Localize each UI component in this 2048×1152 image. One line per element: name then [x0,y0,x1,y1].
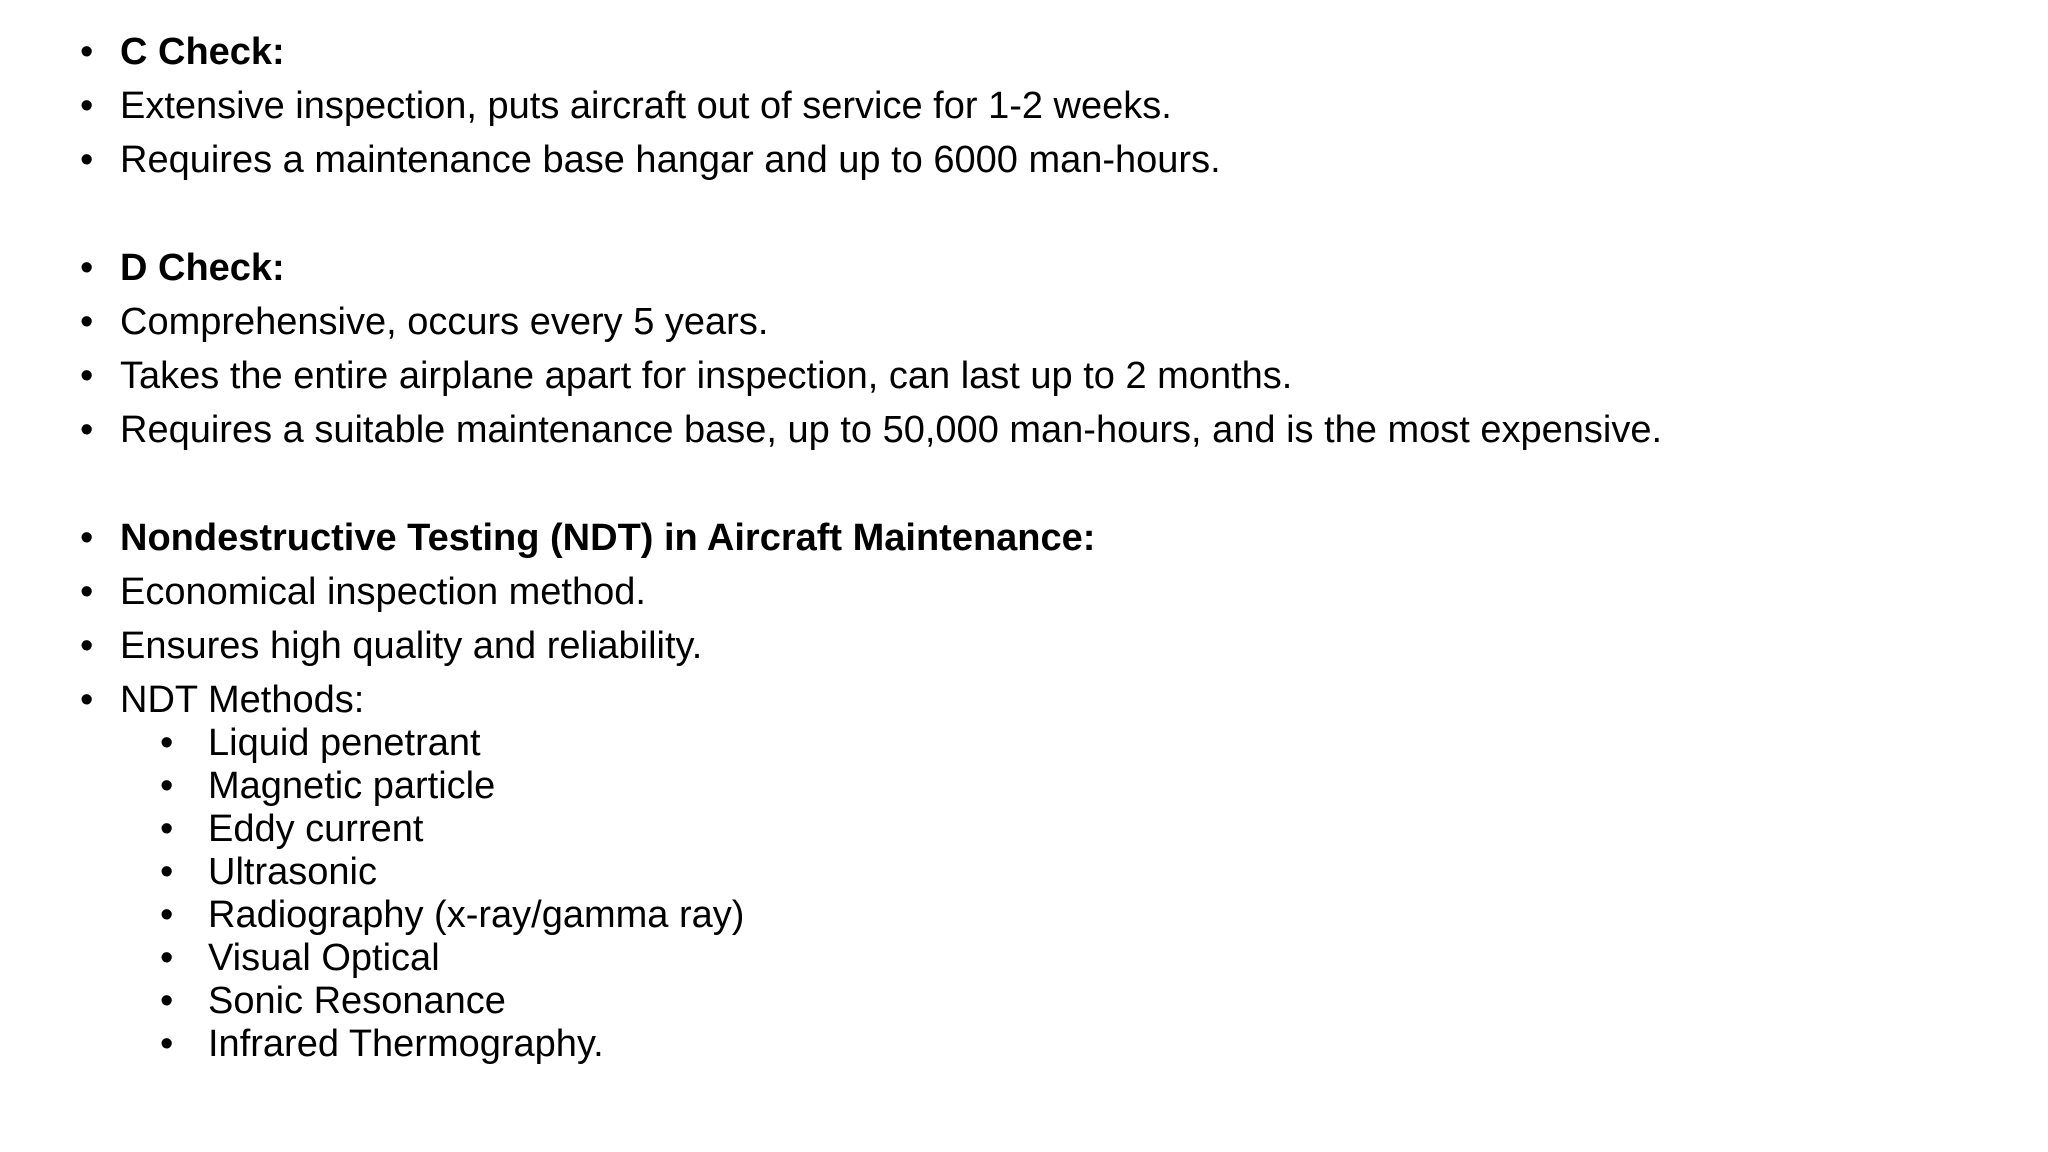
bullet-icon: • [80,31,94,73]
c-check-heading-text: C Check: [120,31,285,73]
d-check-heading-text: D Check: [120,247,285,289]
ndt-item-text: Economical inspection method. [120,571,646,613]
ndt-method-text: Infrared Thermography. [208,1023,604,1065]
ndt-method-text: Liquid penetrant [208,722,481,764]
bullet-icon: • [160,980,174,1022]
bullet-icon: • [160,1023,174,1065]
bullet-icon: • [80,85,94,127]
ndt-method-text: Eddy current [208,808,424,850]
c-check-item-text: Extensive inspection, puts aircraft out of service for 1-2 weeks. [120,85,1172,127]
bullet-icon: • [80,409,94,451]
bullet-icon: • [80,301,94,343]
d-check-item-text: Requires a suitable maintenance base, up to 50,000 man-hours, and is the most expensive. [120,409,1663,451]
bullet-icon: • [80,679,94,721]
ndt-method-text: Visual Optical [208,937,440,979]
bullet-icon: • [160,808,174,850]
ndt-method-text: Ultrasonic [208,851,377,893]
ndt-item-text: Ensures high quality and reliability. [120,625,703,667]
c-check-item-text: Requires a maintenance base hangar and up to 6000 man-hours. [120,139,1221,181]
ndt-method-text: Magnetic particle [208,765,496,807]
ndt-item-text: NDT Methods: [120,679,365,721]
bullet-icon: • [80,247,94,289]
bullet-icon: • [160,894,174,936]
ndt-method-text: Radiography (x-ray/gamma ray) [208,894,745,936]
ndt-method-text: Sonic Resonance [208,980,506,1022]
bullet-icon: • [80,517,94,559]
d-check-item-text: Takes the entire airplane apart for inspection, can last up to 2 months. [120,355,1293,397]
bullet-icon: • [160,937,174,979]
d-check-item-text: Comprehensive, occurs every 5 years. [120,301,769,343]
bullet-icon: • [160,765,174,807]
bullet-icon: • [160,851,174,893]
bullet-icon: • [80,139,94,181]
ndt-heading-text: Nondestructive Testing (NDT) in Aircraft Maintenance: [120,517,1096,559]
bullet-icon: • [160,722,174,764]
bullet-icon: • [80,355,94,397]
bullet-icon: • [80,625,94,667]
bullet-icon: • [80,571,94,613]
